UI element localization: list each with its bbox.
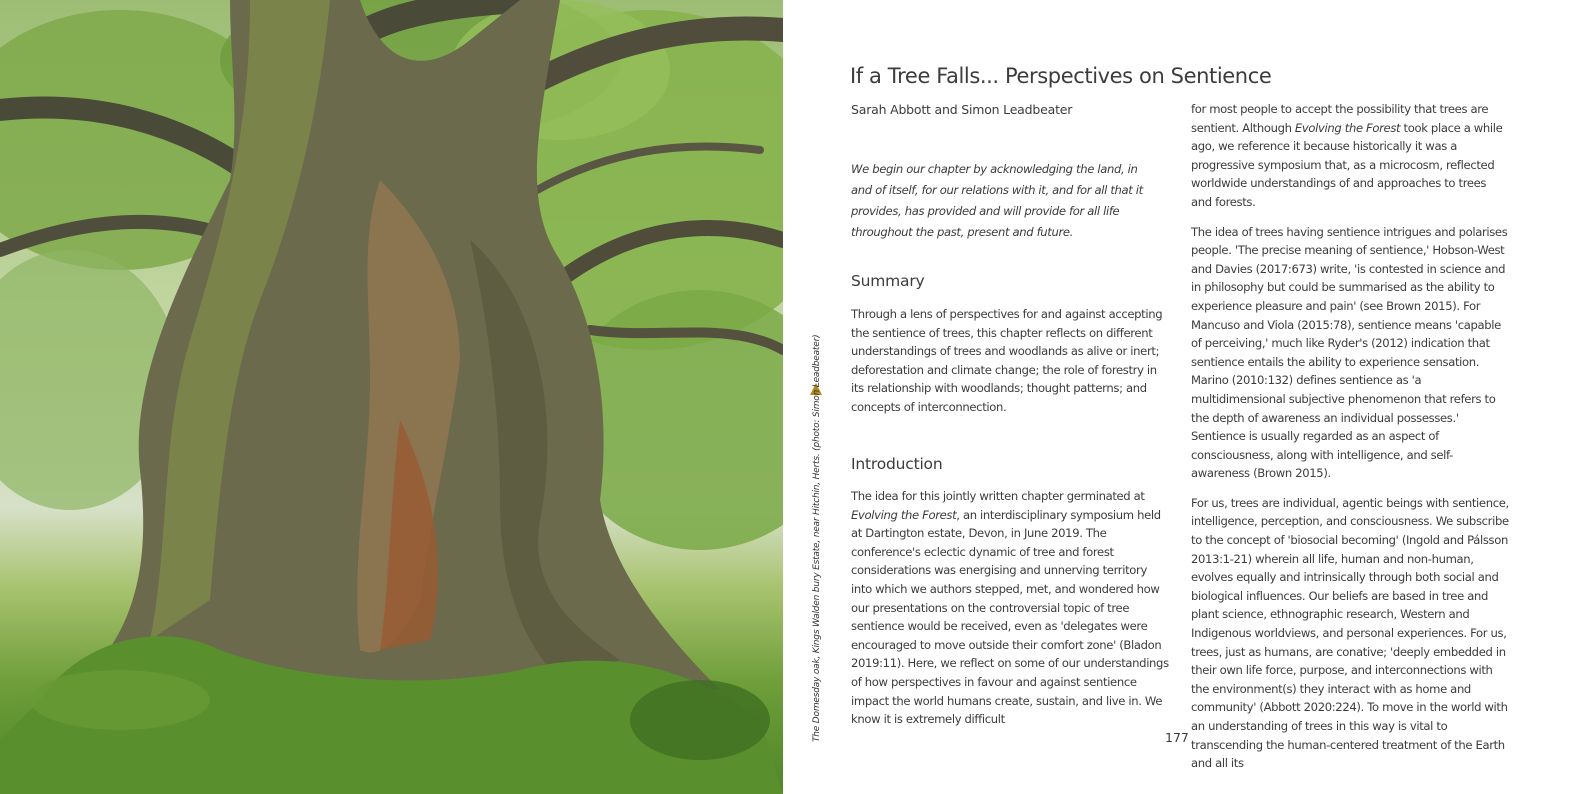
p1-event-name: Evolving the Forest bbox=[1294, 120, 1401, 135]
tree-photograph bbox=[0, 0, 783, 794]
summary-paragraph: Through a lens of perspectives for and against accepting the sentience of trees, this chapter reflects on different understandings of trees and woodlands as alive or inert; deforestation and climate change; the role of forestry in its relationship with woodlands; thought patterns; and concepts of interconnection. bbox=[851, 307, 1163, 414]
right-column bbox=[1191, 100, 1509, 773]
intro-text-end: , an interdisciplinary symposium held at Dartington estate, Devon, in June 2019. The conference's eclectic dynamic of tree and forest considerations was energising and unnerving territory into which we authors stepped, met, and wondered how our presentations on the controversial topic of tree sentience would be received, even as 'delegates were encouraged to move outside their comfort zone' (Bladon 2019:11). Here, we reflect on some of our understandings of how perspectives in favour and against sentience impact the world humans create, sustain, and live in. We know it is extremely difficult bbox=[851, 507, 1169, 727]
p1-start: for most people to accept the possibility that trees are sentient. Although bbox=[1191, 102, 1489, 135]
photo-caption: The Domesday oak, Kings Walden bury Estate, near Hitchin, Herts. (photo: Simon Leadbeater) bbox=[812, 334, 822, 742]
summary-heading: Summary bbox=[851, 272, 925, 290]
photo-caption-container bbox=[807, 334, 827, 742]
right-column-paragraph-3: For us, trees are individual, agentic beings with sentience, intelligence, perception, and consciousness. We subscribe to the concept of 'biosocial becoming' (Ingold and Pálsson 2013:1-21) wherein all life, human and non-human, evolves equally and intrinsically through both social and biological influences. Our beliefs are based in tree and plant science, ethnographic research, Western and Indigenous worldviews, and personal experiences. For us, trees, just as humans, are conative; 'deeply embedded in their own life force, purpose, and interconnections with the environment(s) they interact with as home and community' (Abbott 2020:224). To move in the world with an understanding of trees in this way is vital to transcending the human-centered treatment of the Earth and all its bbox=[1191, 495, 1509, 771]
introduction-heading: Introduction bbox=[851, 455, 943, 473]
right-column-paragraph-2: The idea of trees having sentience intrigues and polarises people. 'The precise meaning of sentience,' Hobson-West and Davies (2017:673) write, 'is contested in science and in philosophy but could be summarised as the ability to experience pleasure and pain' (see Brown 2015). For Mancuso and Viola (2015:78), sentience means 'capable of perceiving,' much like Ryder's (2012) indication that sentience entails the ability to experience sensation. Marino (2010:132) defines sentience as 'a multidimensional subjective phenomenon that refers to the depth of awareness an individual possesses.' Sentience is usually regarded as an aspect of consciousness, along with intelligence, and self-awareness (Brown 2015). bbox=[1191, 224, 1508, 481]
p1-end: took place a while ago, we reference it because historically it was a progressive symposium that, as a microcosm, reflected worldwide understandings of and approaches to trees and forests. bbox=[1191, 120, 1503, 209]
oak-tree-illustration bbox=[0, 0, 783, 794]
intro-text-start: The idea for this jointly written chapter germinated at bbox=[851, 489, 1145, 503]
chapter-title: If a Tree Falls... Perspectives on Sentience bbox=[850, 64, 1272, 88]
introduction-paragraph bbox=[851, 487, 1169, 729]
page-number: 177 bbox=[1165, 730, 1189, 745]
land-acknowledgement: We begin our chapter by acknowledging the land, in and of itself, for our relations with it, and for all that it provides, has provided and will provide for all life throughout the past, present and future. bbox=[851, 162, 1143, 239]
intro-event-name: Evolving the Forest bbox=[851, 507, 957, 522]
right-column-paragraph-1 bbox=[1191, 100, 1509, 212]
chapter-authors: Sarah Abbott and Simon Leadbeater bbox=[851, 102, 1073, 117]
